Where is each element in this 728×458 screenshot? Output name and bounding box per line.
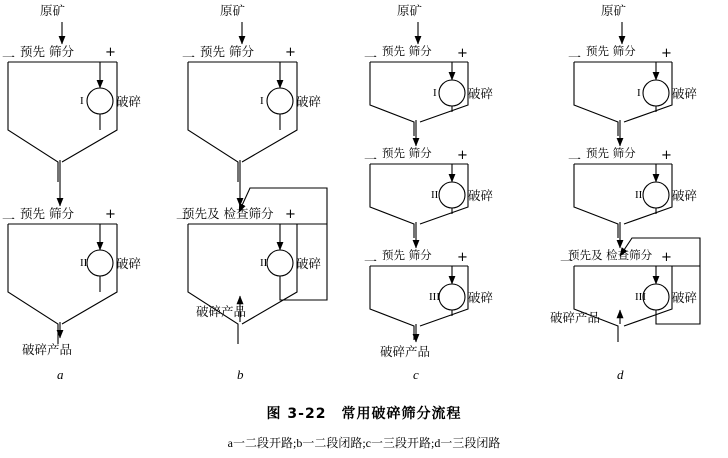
panel-b-letter: b: [237, 367, 244, 382]
panel-b-screen2-label: 预先及 检查筛分: [182, 206, 274, 221]
panel-b-feed-label: 原矿: [220, 3, 246, 18]
panel-b-crusher2-label: 破碎: [296, 256, 322, 271]
panel-a-crusher1-numeral: I: [80, 95, 84, 107]
panel-d-screen3-minus: 一: [560, 255, 574, 270]
panel-c-feed-label: 原矿: [397, 3, 423, 18]
panel-c-screen3-label: 预先 筛分: [382, 248, 432, 262]
panel-c-crusher2-label: 破碎: [468, 188, 494, 203]
panel-c-crusher1-label: 破碎: [468, 86, 494, 101]
panel-c-letter: c: [413, 367, 419, 382]
panel-c-crusher2-numeral: II: [431, 189, 439, 201]
panel-a-crusher1-label: 破碎: [116, 94, 142, 109]
panel-b-screen2-plus: +: [285, 207, 296, 222]
panel-c-crusher3-label: 破碎: [468, 290, 494, 305]
panel-a-screen1-label: 预先 筛分: [20, 44, 74, 59]
panel-c-screen2-plus: +: [457, 148, 468, 163]
panel-d-screen1-minus: 一: [568, 51, 582, 66]
panel-c-screen2-label: 预先 筛分: [382, 146, 432, 160]
panel-d-crusher2-numeral: II: [635, 189, 643, 201]
panel-b-screen1-minus: 一: [182, 51, 196, 66]
panel-d-screen2-plus: +: [661, 148, 672, 163]
panel-a-screen2-label: 预先 筛分: [20, 206, 74, 221]
panel-c-screen1-label: 预先 筛分: [382, 44, 432, 58]
panel-a-crusher2-label: 破碎: [116, 256, 142, 271]
panel-d-screen3-plus: +: [661, 250, 672, 265]
panel-c-screen2-minus: 一: [364, 153, 378, 168]
panel-c-product-label: 破碎产品: [380, 344, 431, 359]
panel-b-screen1-plus: +: [285, 45, 296, 60]
panel-d-screen3-label: 预先及 检查筛分: [568, 248, 653, 262]
panel-b-crusher1-numeral: I: [260, 95, 264, 107]
panel-c-crusher1-numeral: I: [433, 87, 437, 99]
panel-d-crusher1-numeral: I: [637, 87, 641, 99]
panel-d-crusher1-label: 破碎: [672, 86, 698, 101]
panel-d-letter: d: [617, 367, 624, 382]
panel-b-crusher2-numeral: II: [260, 257, 268, 269]
panel-d-screen2-minus: 一: [568, 153, 582, 168]
panel-b-product-label: 破碎产品: [196, 304, 247, 319]
panel-d-crusher3-label: 破碎: [672, 290, 698, 305]
panel-a-screen2-plus: +: [105, 207, 116, 222]
panel-d-crusher2-label: 破碎: [672, 188, 698, 203]
panel-a-feed-label: 原矿: [40, 3, 66, 18]
panel-a-crusher2-numeral: II: [80, 257, 88, 269]
panel-a-letter: a: [57, 367, 64, 382]
panel-c-screen1-minus: 一: [364, 51, 378, 66]
panel-a-screen1-plus: +: [105, 45, 116, 60]
panel-a-screen2-minus: 一: [2, 213, 16, 228]
panel-d-screen2-label: 预先 筛分: [586, 146, 636, 160]
panel-a-screen1-minus: 一: [2, 51, 16, 66]
panel-c-screen3-plus: +: [457, 250, 468, 265]
panel-c-crusher3-numeral: III: [429, 291, 440, 303]
panel-d-screen1-plus: +: [661, 46, 672, 61]
panel-c-screen3-minus: 一: [364, 255, 378, 270]
panel-c-screen1-plus: +: [457, 46, 468, 61]
panel-d-product-label: 破碎产品: [550, 310, 601, 325]
panel-b-screen2-minus: 一: [176, 213, 190, 228]
panel-b-screen1-label: 预先 筛分: [200, 44, 254, 59]
figure-subcaption: a一二段开路;b一二段闭路;c一三段开路;d一三段闭路: [227, 436, 501, 450]
figure-caption: 图 3-22 常用破碎筛分流程: [266, 406, 462, 422]
panel-a-product-label: 破碎产品: [22, 342, 73, 357]
panel-d-feed-label: 原矿: [601, 3, 627, 18]
panel-d-crusher3-numeral: III: [635, 291, 646, 303]
panel-b-crusher1-label: 破碎: [296, 94, 322, 109]
panel-d-screen1-label: 预先 筛分: [586, 44, 636, 58]
